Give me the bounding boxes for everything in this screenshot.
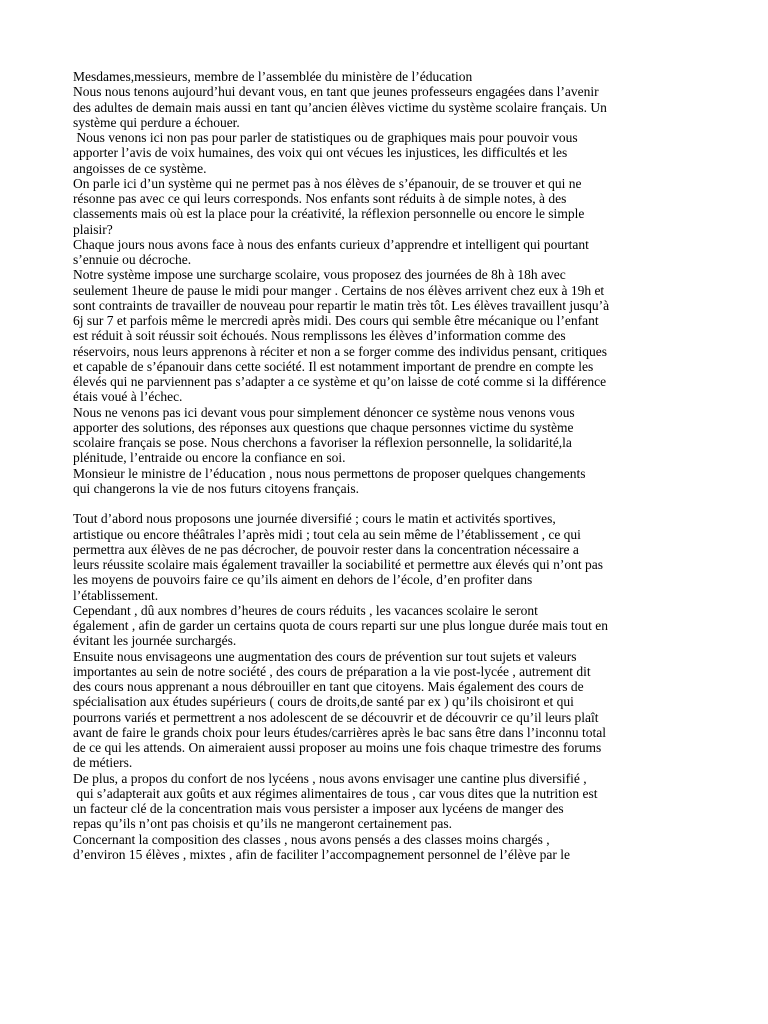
text-line: Ensuite nous envisageons une augmentation des cours de prévention sur tout sujets et valeurs xyxy=(73,648,577,664)
text-line: permettra aux élèves de ne pas décrocher, de pouvoir rester dans la concentration nécessaire a xyxy=(73,541,579,557)
text-line: qui changerons la vie de nos futurs citoyens français. xyxy=(73,480,360,496)
text-line: Tout d’abord nous proposons une journée diversifié ; cours le matin et activités sportives, xyxy=(73,511,556,527)
text-line: des cours nous apprenant a nous débrouiller en tant que citoyens. Mais également des cours de xyxy=(73,679,584,694)
text-line: spécialisation aux études supérieurs ( cours de droits,de santé par ex ) qu’ils choisiront et qui xyxy=(73,694,574,710)
text-line: élevés qui ne parviennent pas s’adapter a ce système et qu’on laisse de coté comme si la différence xyxy=(73,374,607,389)
text-line: pourrons variés et permettrent a nos adolescent de se découvrir et de découvrir ce qu’il leurs plaît xyxy=(73,709,599,725)
text-line: l’établissement. xyxy=(73,587,159,603)
text-line: scolaire français se pose. Nous cherchons a favoriser la réflexion personnelle, la solidarité,la xyxy=(73,435,572,450)
text-line: Chaque jours nous avons face à nous des enfants curieux d’apprendre et intelligent qui pourtant xyxy=(73,236,589,252)
text-line: Nous nous tenons aujourd’hui devant vous, en tant que jeunes professeurs engagées dans l’avenir xyxy=(73,84,599,100)
text-line: s’ennuie ou décroche. xyxy=(73,252,192,267)
text-line: seulement 1heure de pause le midi pour manger . Certains de nos élèves arrivent chez eux à 19h et xyxy=(73,282,605,298)
text-line: classements mais où est la place pour la créativité, la réflexion personnelle ou encore le simple xyxy=(73,206,585,222)
text-line: qui s’adapterait aux goûts et aux régimes alimentaires de tous , car vous dites que la nutrition est xyxy=(73,785,598,801)
paragraph-gap xyxy=(73,496,695,511)
text-line: un facteur clé de la concentration mais vous persister a imposer aux lycéens de manger des xyxy=(73,801,564,816)
text-line: plaisir? xyxy=(73,221,113,237)
text-line: De plus, a propos du confort de nos lycéens , nous avons envisager une cantine plus diversifié , xyxy=(73,770,587,786)
text-line: Nous ne venons pas ici devant vous pour simplement dénoncer ce système nous venons vous xyxy=(73,404,575,420)
text-line: Mesdames,messieurs, membre de l’assemblée du ministère de l’éducation xyxy=(73,69,473,84)
text-line: leurs réussite scolaire mais également travailler la sociabilité et permettre aux élevés qui n’ont pas xyxy=(73,557,604,572)
text-line: Monsieur le ministre de l’éducation , nous nous permettons de proposer quelques changements xyxy=(73,465,586,481)
text-line: repas qu’ils n’ont pas choisis et qu’ils ne mangeront certainement pas. xyxy=(73,816,453,832)
text-line: des adultes de demain mais aussi en tant qu’ancien élèves victime du système scolaire français. Un xyxy=(73,99,607,115)
text-line: apporter l’avis de voix humaines, des voix qui ont vécues les injustices, les difficultés et les xyxy=(73,145,568,161)
text-line: également , afin de garder un certains quota de cours reparti sur une plus longue durée mais tout en xyxy=(73,618,608,633)
text-line: résonne pas avec ce qui leurs corresponds. Nos enfants sont réduits à de simple notes, à des xyxy=(73,191,567,206)
text-line: de ce qui les attends. On aimeraient aussi proposer au moins une fois chaque trimestre des forums xyxy=(73,740,602,755)
text-line: d’environ 15 élèves , mixtes , afin de faciliter l’accompagnement personnel de l’élève par le xyxy=(73,846,571,862)
text-line: artistique ou encore théâtrales l’après midi ; tout cela au sein même de l’établissement , ce qui xyxy=(73,526,581,542)
text-line: étais voué à l’échec. xyxy=(73,389,183,405)
text-line: plénitude, l’entraide ou encore la confiance en soi. xyxy=(73,450,346,466)
text-line: apporter des solutions, des réponses aux questions que chaque personnes victime du système xyxy=(73,419,574,435)
text-line: de métiers. xyxy=(73,755,133,771)
text-line: On parle ici d’un système qui ne permet pas à nos élèves de s’épanouir, de se trouver et qui ne xyxy=(73,175,582,191)
text-line: est réduit à soit réussir soit échoués. Nous remplissons les élèves d’information comme des xyxy=(73,328,566,344)
text-line: et capable de s’épanouir dans cette société. Il est notamment important de prendre en compte les xyxy=(73,358,594,374)
text-line: système qui perdure a échouer. xyxy=(73,114,240,130)
text-line: évitant les journée surchargés. xyxy=(73,633,237,649)
text-line: Concernant la composition des classes , nous avons pensés a des classes moins chargés , xyxy=(73,831,550,847)
text-line: avant de faire le grands choix pour leurs études/carrières après le bac sans être dans l’inconnu total xyxy=(73,724,607,740)
text-line: importantes au sein de notre société , des cours de préparation a la vie post-lycée , autrement dit xyxy=(73,663,591,679)
document-page xyxy=(73,69,695,862)
text-line: réservoirs, nous leurs apprenons à réciter et non a se forger comme des individus pensant, critiques xyxy=(73,343,607,359)
text-line: Nous venons ici non pas pour parler de statistiques ou de graphiques mais pour pouvoir vous xyxy=(73,130,578,145)
text-line: 6j sur 7 et parfois même le mercredi après midi. Des cours qui semble être mécanique ou l’enfant xyxy=(73,313,599,328)
text-line: angoisses de ce système. xyxy=(73,160,207,176)
text-line: Cependant , dû aux nombres d’heures de cours réduits , les vacances scolaire le seront xyxy=(73,602,538,618)
text-line: sont contraints de travailler de nouveau pour repartir le matin très tôt. Les élèves travaillent jusqu’à xyxy=(73,297,610,313)
text-line: les moyens de pouvoirs faire ce qu’ils aiment en dehors de l’école, d’en profiter dans xyxy=(73,572,533,588)
text-line: Notre système impose une surcharge scolaire, vous proposez des journées de 8h à 18h avec xyxy=(73,267,566,283)
